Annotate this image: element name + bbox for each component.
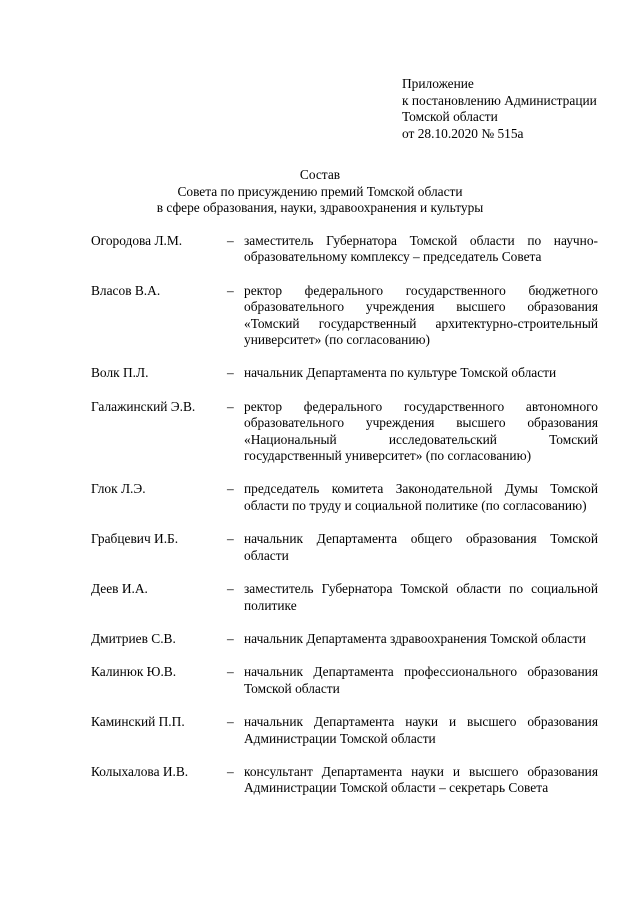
member-row: [91, 365, 598, 381]
member-row: [91, 581, 598, 614]
member-dash: –: [227, 365, 234, 381]
member-dash: –: [227, 763, 234, 779]
member-row: [91, 481, 598, 514]
member-role: начальник Департамента по культуре Томской области: [244, 365, 557, 381]
member-dash: –: [227, 481, 234, 497]
member-dash: –: [227, 581, 234, 597]
member-role: консультант Департамента науки и высшего образования Администрации Томской области – секретарь Совета: [244, 763, 598, 796]
member-list: [91, 233, 598, 797]
member-row: [91, 233, 598, 266]
member-name: Власов В.А.: [91, 282, 161, 298]
appendix-block: [402, 76, 597, 142]
member-row: [91, 531, 598, 564]
member-name: Дмитриев С.В.: [91, 630, 176, 646]
member-row: [91, 283, 598, 349]
member-name: Грабцевич И.Б.: [91, 531, 179, 547]
member-dash: –: [227, 282, 234, 298]
member-role: ректор федерального государственного автономного образовательного учреждения высшего образования «Национальный исследовательский Томский государственный университет» (по согласованию): [244, 398, 598, 464]
appendix-line: Приложение: [402, 76, 474, 91]
heading-subtitle: Совета по присуждению премий Томской области: [177, 183, 463, 199]
heading-title: Состав: [299, 167, 341, 182]
member-row: [91, 664, 598, 697]
member-role: ректор федерального государственного бюджетного образовательного учреждения высшего образования «Томский государственный архитектурно-строительный университет» (по согласованию): [244, 282, 598, 348]
member-dash: –: [227, 531, 234, 547]
member-dash: –: [227, 630, 234, 646]
member-name: Деев И.А.: [91, 581, 148, 597]
member-row: [91, 631, 598, 647]
appendix-line: Томской области: [402, 109, 498, 124]
member-name: Волк П.Л.: [91, 365, 149, 381]
appendix-line: к постановлению Администрации: [402, 92, 597, 108]
member-role: начальник Департамента здравоохранения Томской области: [244, 630, 586, 646]
member-dash: –: [227, 664, 234, 680]
member-name: Галажинский Э.В.: [91, 398, 196, 414]
member-role: начальник Департамента науки и высшего образования Администрации Томской области: [244, 714, 598, 746]
heading-subtitle: в сфере образования, науки, здравоохранения и культуры: [156, 200, 484, 215]
member-role: председатель комитета Законодательной Думы Томской области по труду и социальной политике (по согласованию): [244, 481, 598, 513]
member-dash: –: [227, 714, 234, 730]
member-name: Каминский П.П.: [91, 714, 185, 730]
member-name: Глок Л.Э.: [91, 481, 146, 497]
member-name: Колыхалова И.В.: [91, 763, 189, 779]
member-row: [91, 764, 598, 797]
member-dash: –: [227, 398, 234, 414]
member-role: заместитель Губернатора Томской области по социальной политике: [244, 581, 598, 613]
member-name: Огородова Л.М.: [91, 233, 183, 248]
member-row: [91, 399, 598, 465]
member-role: начальник Департамента общего образования Томской области: [244, 531, 598, 563]
document-heading: [0, 167, 640, 217]
member-role: заместитель Губернатора Томской области по научно-образовательному комплексу – председатель Совета: [244, 233, 598, 265]
member-role: начальник Департамента профессионального образования Томской области: [244, 664, 598, 696]
appendix-line: от 28.10.2020 № 515а: [402, 125, 524, 141]
member-dash: –: [227, 233, 234, 248]
member-row: [91, 714, 598, 747]
member-name: Калинюк Ю.В.: [91, 664, 177, 680]
